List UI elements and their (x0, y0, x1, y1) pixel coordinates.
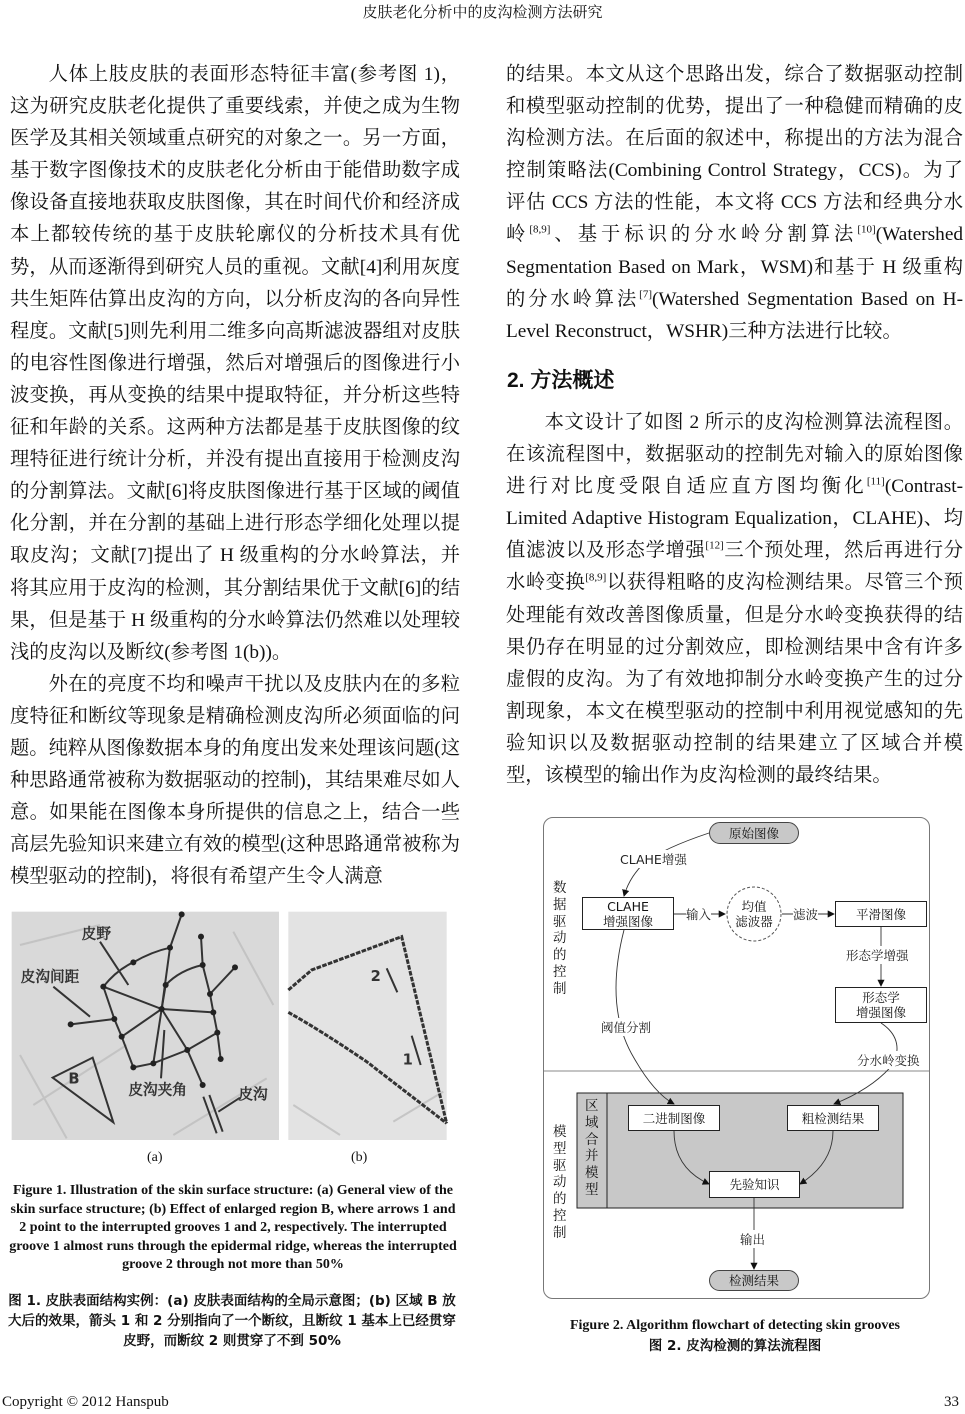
label-arrow-1: 1 (402, 1051, 413, 1069)
citation-superscript: [8,9] (529, 224, 551, 237)
edge-label-input: 输入 (686, 907, 712, 922)
footer-copyright: Copyright © 2012 Hanspub (2, 1394, 169, 1410)
citation-superscript: [12] (705, 539, 724, 552)
text-run: 、基于标识的分水岭分割算法 (550, 224, 858, 246)
label-pi-ye: 皮野 (81, 925, 111, 943)
figure2-caption-zh: 图 2. 皮沟检测的算法流程图 (648, 1338, 822, 1354)
text-run: (Watershed Segmentation Based on Mark，WSM)和基于 H 级重构的分水岭算法 (506, 224, 964, 310)
flowchart (543, 817, 930, 1299)
label-pigou: 皮沟 (238, 1086, 268, 1103)
edge-label-output: 输出 (740, 1232, 766, 1247)
node-smooth-image: 平滑图像 (835, 901, 927, 927)
citation-superscript: [8,9] (585, 572, 607, 585)
skin-image-a (12, 912, 279, 1140)
left-column (10, 59, 460, 893)
node-prior-knowledge: 先验知识 (709, 1171, 800, 1198)
node-mean-filter: 均值 滤波器 (735, 899, 773, 929)
text-run: 外在的亮度不均和噪声干扰以及皮肤内在的多粒度特征和断纹等现象是精确检测皮沟所必须面临的问题。纯粹从图像数据本身的角度出发来处理该问题(这种思路通常被称为数据驱动的控制)，其结果难尽如人意。如果能在图像本身所提供的信息之上，结合一些高层先验知识来建立有效的模型(这种思路通常被称为模型驱动的控制)，将很有希望产生令人满意 (10, 673, 460, 888)
edge-label-threshold: 阈值分割 (601, 1020, 652, 1035)
node-morph-image: 形态学 增强图像 (835, 987, 927, 1023)
text-run: (Watershed Segmentation Based on H-Level Reconstruct，WSHR)三种方法进行比较。 (506, 288, 963, 342)
edge-label-clahe: CLAHE增强 (620, 852, 687, 867)
node-clahe-image: CLAHE 增强图像 (582, 897, 674, 930)
citation-superscript: [10] (857, 224, 876, 237)
text-run: 三个预处理，然后再进行分水岭变换 (506, 540, 964, 594)
right-column-bottom (506, 407, 963, 792)
node-coarse-result: 粗检测结果 (787, 1105, 879, 1131)
text-run: 以获得粗略的皮沟检测结果。尽管三个预处理能有效改善图像质量，但是分水岭变换获得的结果仍存在明显的过分割效应，即检测结果中含有许多虚假的皮沟。为了有效地抑制分水岭变换产生的过分割现象，本文在模型驱动的控制中利用视觉感知的先验知识以及数据驱动控制的结果建立了区域合并模型，该模型的输出作为皮沟检测的最终结果。 (506, 572, 964, 787)
figure1-images (0, 905, 480, 1145)
text-run: 人体上肢皮肤的表面形态特征丰富(参考图 1)，这为研究皮肤老化提供了重要线索，并使之成为生物医学及其相关领域重点研究的对象之一。另一方面，基于数字图像技术的皮肤老化分析由于能借助数字成像设备直接地获取皮肤图像，其在时间代价和经济成本上都较传统的基于皮肤轮廓仪的分析技术具有优势，从而逐渐得到研究人员的重视。文献[4]利用灰度共生矩阵估算出皮沟的方向，以分析皮沟的各向异性程度。文献[5]则先利用二维多向高斯滤波器组对皮肤的电容性图像进行增强，然后对增强后的图像进行小波变换，再从变换的结果中提取特征，并分析这些特征和年龄的关系。这两种方法都是基于皮肤图像的纹理特征进行统计分析，并没有提出直接用于检测皮沟的分割算法。文献[6]将皮肤图像进行基于区域的阈值化分割，并在分割的基础上进行形态学细化处理以提取皮沟；文献[7]提出了 H 级重构的分水岭算法，并将其应用于皮沟的检测，其分割结果优于文献[6]的结果，但是基于 H 级重构的分水岭算法仍然难以处理较浅的皮沟以及断纹(参考图 1(b))。 (10, 64, 460, 663)
edge-label-watershed: 分水岭变换 (857, 1053, 920, 1068)
section-region-merge: 区域合并模型 (585, 1098, 599, 1198)
citation-superscript: [11] (866, 475, 885, 488)
label-pigou-jiajiao: 皮沟夹角 (128, 1081, 187, 1099)
node-detection-result: 检测结果 (709, 1270, 799, 1291)
text-run: (Contrast-Limited Adaptive Histogram Equalization，CLAHE)、均值滤波以及形态学增强 (506, 476, 963, 562)
section-heading: 2. 方法概述 (507, 369, 615, 392)
label-arrow-2: 2 (370, 968, 381, 985)
figure1-caption-en: Figure 1. Illustration of the skin surface structure: (a) General view of the skin surface structure; (b) Effect of enlarged region B, where arrows 1 and 2 point to the interrupted grooves 1 and 2, respectively. The interrupted groove 1 almost runs through the epidermal ridge, whereas the interrupted groove 2 through not more than 50% (9, 1183, 457, 1272)
paragraph (506, 407, 963, 792)
citation-superscript: [7] (639, 288, 652, 301)
edge-label-morph: 形态学增强 (846, 948, 909, 963)
figure1-caption-zh: 图 1. 皮肤表面结构实例：(a) 皮肤表面结构的全局示意图；(b) 区域 B 放大后的效果，箭头 1 和 2 分别指向了一个断纹，且断纹 1 基本上已经贯穿皮野，而断纹 2 则贯穿了不到 50% (8, 1293, 456, 1349)
node-binary-image: 二进制图像 (628, 1105, 720, 1131)
label-region-b: B (68, 1070, 80, 1088)
edge-label-filter: 滤波 (793, 907, 819, 922)
text-run: 的结果。本文从这个思路出发，综合了数据驱动控制和模型驱动控制的优势，提出了一种稳健而精确的皮沟检测方法。在后面的叙述中，称提出的方法为混合控制策略法(Combining Control Strategy，CCS)。为了评估 CCS 方法的性能，本文将 CCS 方法和经典分水岭 (506, 64, 963, 246)
node-original-image: 原始图像 (709, 822, 799, 844)
subfigure-a-label: (a) (147, 1150, 163, 1165)
section-model-driven: 模型驱动的控制 (553, 1124, 567, 1241)
subfigure-b-label: (b) (351, 1150, 368, 1165)
section-data-driven: 数据驱动的控制 (553, 880, 567, 997)
label-pigou-jianju: 皮沟间距 (20, 968, 80, 986)
paragraph (10, 669, 460, 894)
paragraph (506, 59, 963, 348)
right-column-top (506, 59, 963, 348)
page-number: 33 (944, 1394, 959, 1410)
figure2-caption-en: Figure 2. Algorithm flowchart of detecting skin grooves (569, 1318, 900, 1333)
paragraph (10, 59, 460, 669)
running-header: 皮肤老化分析中的皮沟检测方法研究 (362, 5, 603, 21)
text-run: 本文设计了如图 2 所示的皮沟检测算法流程图。在该流程图中，数据驱动的控制先对输入的原始图像进行对比度受限自适应直方图均衡化 (506, 412, 963, 498)
